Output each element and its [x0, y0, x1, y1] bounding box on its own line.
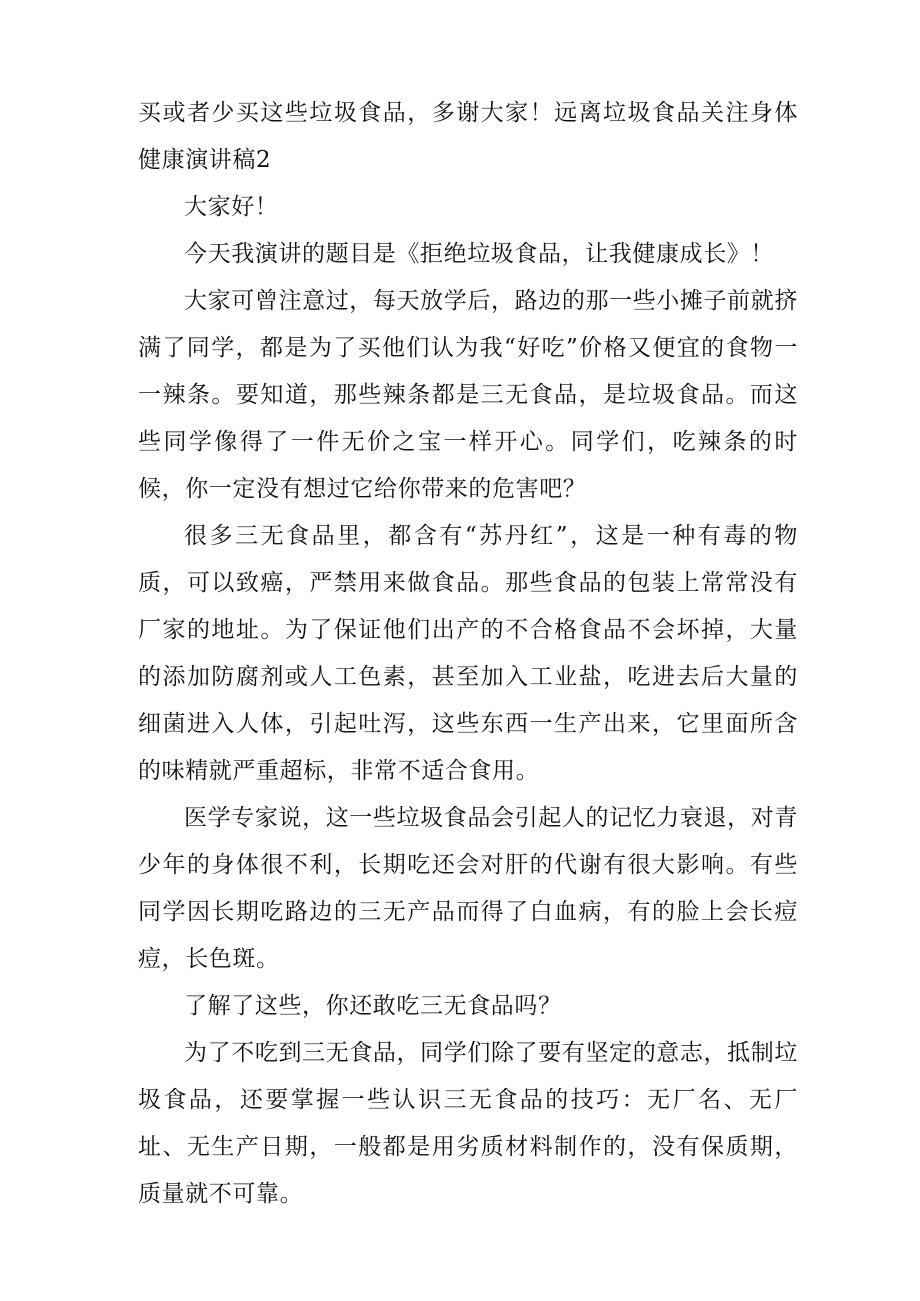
paragraph-spicy-strips: 大家可曾注意过，每天放学后，路边的那一些小摊子前就挤满了同学，都是为了买他们认为我“好吃”价格又便宜的食物一一辣条。要知道，那些辣条都是三无食品，是垃圾食品。而这些同学像得了一件无价之宝一样开心。同学们，吃辣条的时候，你一定没有想过它给你带来的危害吧？: [138, 288, 798, 502]
paragraph-greeting: 大家好！: [184, 194, 279, 220]
document-page: [138, 90, 798, 1218]
paragraph-tips: 为了不吃到三无食品，同学们除了要有坚定的意志，抵制垃圾食品，还要掌握一些认识三无食品的技巧：无厂名、无厂址、无生产日期，一般都是用劣质材料制作的，没有保质期，质量就不可靠。: [138, 1040, 798, 1207]
paragraph-question: 了解了这些，你还敢吃三无食品吗？: [184, 993, 562, 1019]
paragraph-topic: 今天我演讲的题目是《拒绝垃圾食品，让我健康成长》！: [184, 241, 774, 267]
paragraph-medical-experts: 医学专家说，这一些垃圾食品会引起人的记忆力衰退，对青少年的身体很不利，长期吃还会对肝的代谢有很大影响。有些同学因长期吃路边的三无产品而得了白血病，有的脸上会长痘痘，长色斑。: [138, 805, 798, 972]
paragraph-sudan-red: 很多三无食品里，都含有“苏丹红”，这是一种有毒的物质，可以致癌，严禁用来做食品。那些食品的包装上常常没有厂家的地址。为了保证他们出产的不合格食品不会坏掉，大量的添加防腐剂或人工色素，甚至加入工业盐，吃进去后大量的细菌进入人体，引起吐泻，这些东西一生产出来，它里面所含的味精就严重超标，非常不适合食用。: [138, 523, 798, 784]
paragraph-continuation: 买或者少买这些垃圾食品，多谢大家！远离垃圾食品关注身体健康演讲稿2: [138, 100, 798, 173]
